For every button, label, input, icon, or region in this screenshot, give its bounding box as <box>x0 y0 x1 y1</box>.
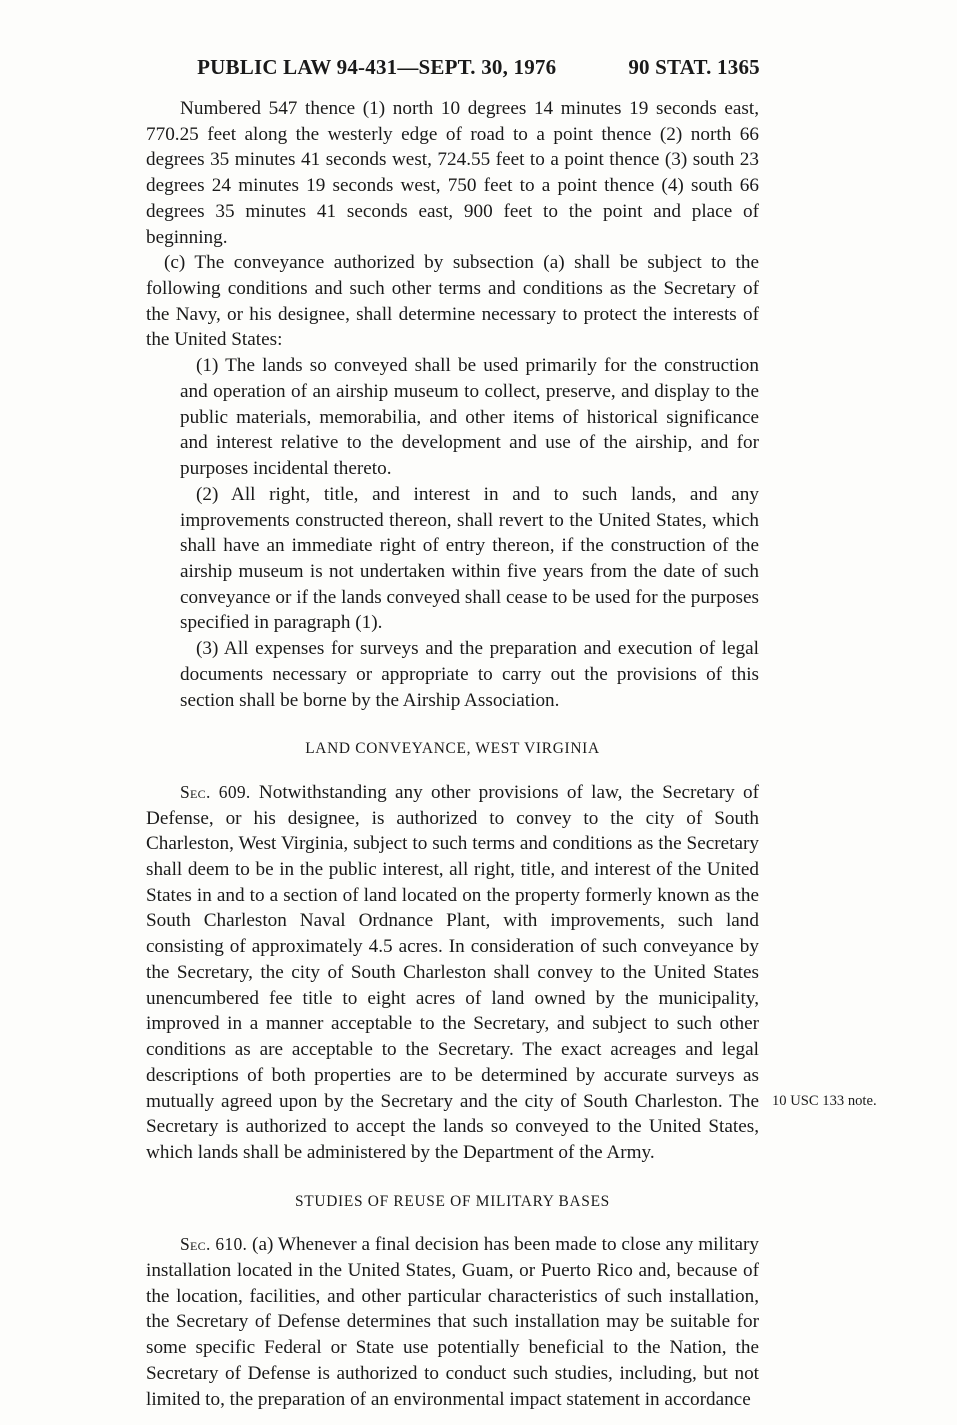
header-public-law: PUBLIC LAW 94-431—SEPT. 30, 1976 <box>197 55 557 79</box>
paragraph-condition-2: (2) All right, title, and interest in and to such lands, and any improvements constructed thereon, shall revert to the United States, which shall have an immediate right of entry thereon, if the construction of the airship museum is not undertaken within five years from the date of such conveyance or if the lands conveyed shall cease to be used for the purposes specified in paragraph (1). <box>180 483 759 634</box>
section-610-text: (a) Whenever a final decision has been made to close any military installation located in the United States, Guam, or Puerto Rico and, because of the location, facilities, and other particular characteristics of such installation, the Secretary of Defense determines that such installation may be suitable for some specific Federal or State use potentially beneficial to the Nation, the Secretary of Defense is authorized to conduct such studies, including, but not limited to, the preparation of an environmental impact statement in accordance <box>146 1234 759 1410</box>
paragraph-metes-and-bounds: Numbered 547 thence (1) north 10 degrees 14 minutes 19 seconds east, 770.25 feet along the westerly edge of road to a point thence (2) north 66 degrees 35 minutes 41 seconds west, 724.55 feet to a point thence (3) south 23 degrees 24 minutes 19 seconds west, 750 feet to a point thence (4) south 66 degrees 35 minutes 41 seconds east, 900 feet to the point and place of beginning. <box>146 98 759 248</box>
margin-note-usc-citation: 10 USC 133 note. <box>772 1093 877 1109</box>
section-610-label: Sec. 610. <box>180 1234 248 1255</box>
paragraph-subsection-c: (c) The conveyance authorized by subsection (a) shall be subject to the following conditions and such other terms and conditions as the Secretary of the Navy, or his designee, shall determine necessary to protect the interests of the United States: <box>146 252 759 351</box>
paragraph-condition-3: (3) All expenses for surveys and the preparation and execution of legal documents necessary or appropriate to carry out the provisions of this section shall be borne by the Airship Association. <box>180 638 759 711</box>
section-609-label: Sec. 609. <box>180 781 251 802</box>
heading-land-conveyance-west-virginia: LAND CONVEYANCE, WEST VIRGINIA <box>305 740 600 758</box>
header-stat-citation: 90 STAT. 1365 <box>628 55 760 79</box>
page-header <box>0 55 957 80</box>
page-body <box>146 96 759 1412</box>
paragraph-section-609 <box>146 780 759 1166</box>
heading-studies-of-reuse-of-military-bases: STUDIES OF REUSE OF MILITARY BASES <box>295 1192 610 1210</box>
paragraph-condition-1: (1) The lands so conveyed shall be used primarily for the construction and operation of an airship museum to collect, preserve, and display to the public materials, memorabilia, and other items of historical significance and interest relative to the development and use of the airship, and for purposes incidental thereto. <box>180 355 759 480</box>
section-609-text: Notwithstanding any other provisions of law, the Secretary of Defense, or his designee, is authorized to convey to the city of South Charleston, West Virginia, subject to such terms and conditions as the Secretary shall deem to be in the public interest, all right, title, and interest of the United States in and to a section of land located on the property formerly known as the South Charleston Naval Ordnance Plant, with improvements, such land consisting of approximately 4.5 acres. In consideration of such conveyance by the Secretary, the city of South Charleston shall convey to the United States unencumbered fee title to eight acres of land owned by the municipality, improved in a manner acceptable to the Secretary, and subject to such other conditions as are acceptable to the Secretary. The exact acreages and legal descriptions of both properties are to be determined by accurate surveys as mutually agreed upon by the Secretary and the city of South Charleston. The Secretary is authorized to accept the lands so conveyed to the United States, which lands shall be administered by the Department of the Army. <box>146 781 759 1163</box>
paragraph-section-610 <box>146 1232 759 1412</box>
